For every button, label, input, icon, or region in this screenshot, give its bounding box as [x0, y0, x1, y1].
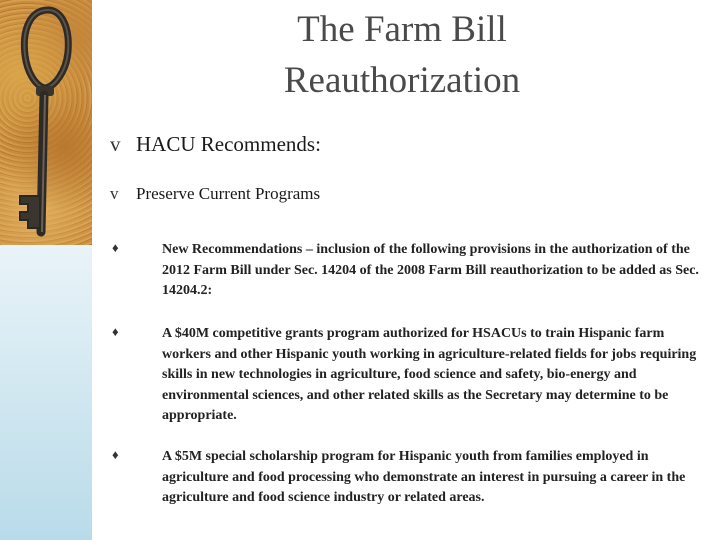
key-icon — [0, 0, 92, 245]
subbullet-new-recommendations — [112, 240, 712, 302]
bullet-hacu — [110, 132, 321, 157]
bullet-text: HACU Recommends: — [136, 132, 321, 156]
check-bullet-icon: v — [110, 132, 121, 156]
key-photo — [0, 0, 92, 245]
bullet-preserve — [110, 184, 320, 204]
check-bullet-icon: v — [110, 184, 119, 203]
diamond-bullet-icon: ♦ — [112, 447, 119, 462]
subbullet-text: New Recommendations – inclusion of the following provisions in the authorization of the 2012 Farm Bill under Sec. 14204 of the 2008 Farm Bill reauthorization to be added as Sec. 14204.2: — [162, 242, 699, 298]
subbullet-text: A $5M special scholarship program for Hispanic youth from families employed in agriculture and food processing who demonstrate an interest in pursuing a career in the agriculture and food science industry or related areas. — [162, 449, 686, 505]
diamond-bullet-icon: ♦ — [112, 240, 119, 255]
slide-title — [232, 4, 572, 106]
subbullet-40m-grants — [112, 324, 712, 428]
diamond-bullet-icon: ♦ — [112, 324, 119, 339]
subbullet-text: A $40M competitive grants program authorized for HSACUs to train Hispanic farm workers and other Hispanic youth working in agriculture-related fields for jobs requiring skills in new technologies in agriculture, food science and safety, bio-energy and environmental sciences, and other related skills as the Secretary may determine to be appropriate. — [162, 326, 697, 423]
title-line-1: The Farm Bill — [297, 9, 507, 50]
subbullet-5m-scholarship — [112, 447, 712, 509]
bullet-text: Preserve Current Programs — [136, 184, 321, 203]
title-line-2: Reauthorization — [283, 60, 521, 101]
